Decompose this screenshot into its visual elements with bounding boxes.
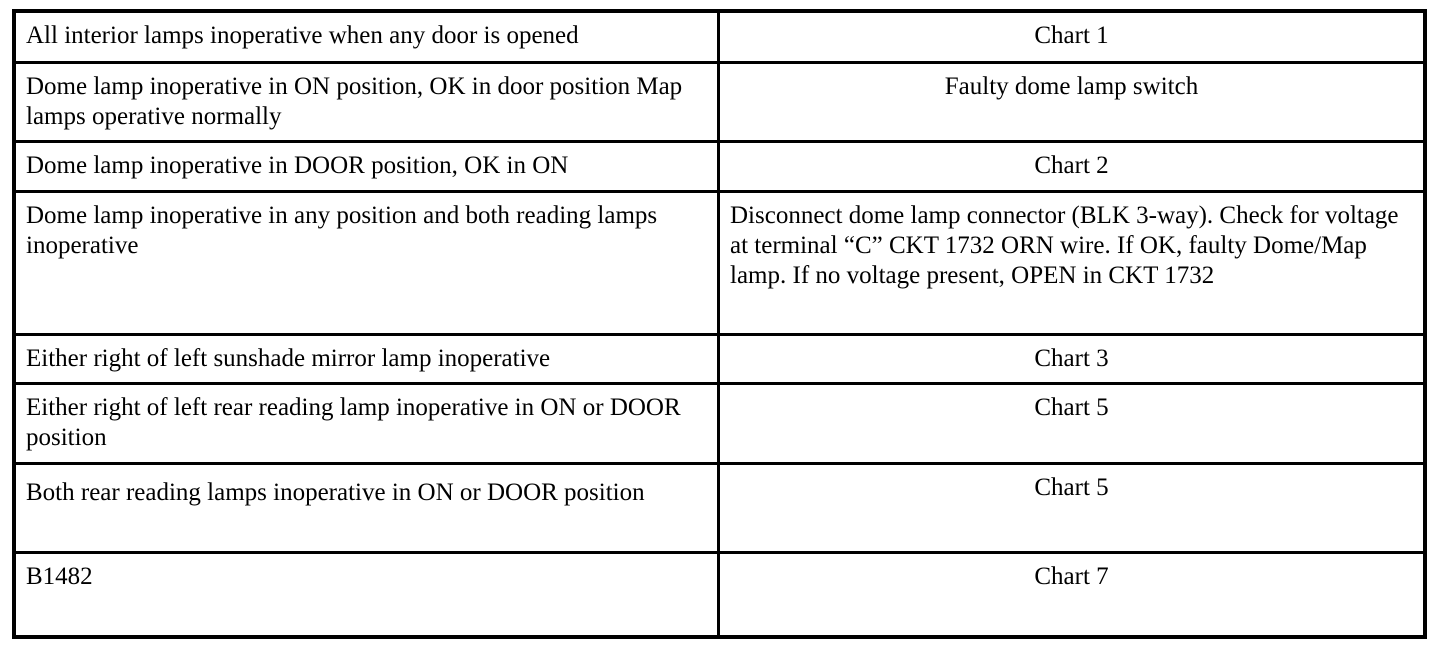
action-cell: Chart 2 — [720, 143, 1423, 193]
condition-cell: B1482 — [16, 554, 720, 635]
condition-cell: Dome lamp inoperative in ON position, OK in door position Map lamps operative normally — [16, 64, 720, 143]
action-cell: Chart 5 — [720, 385, 1423, 465]
diagnosis-table — [12, 9, 1427, 639]
condition-cell: Either right of left sunshade mirror lamp inoperative — [16, 336, 720, 385]
action-cell: Chart 5 — [720, 465, 1423, 554]
condition-cell: Either right of left rear reading lamp inoperative in ON or DOOR position — [16, 385, 720, 465]
action-cell: Disconnect dome lamp connector (BLK 3-way). Check for voltage at terminal “C” CKT 1732 ORN wire. If OK, faulty Dome/Map lamp. If no voltage present, OPEN in CKT 1732 — [720, 193, 1423, 336]
action-cell: Chart 7 — [1034, 563, 1109, 590]
action-cell: Chart 1 — [720, 13, 1423, 64]
condition-cell: Both rear reading lamps inoperative in ON or DOOR position — [16, 465, 720, 554]
action-cell: Faulty dome lamp switch — [720, 64, 1423, 143]
condition-cell: Dome lamp inoperative in any position and both reading lamps inoperative — [16, 193, 720, 336]
condition-cell: Dome lamp inoperative in DOOR position, OK in ON — [16, 143, 720, 193]
condition-cell: All interior lamps inoperative when any door is opened — [16, 13, 720, 64]
action-cell: Chart 3 — [720, 336, 1423, 385]
